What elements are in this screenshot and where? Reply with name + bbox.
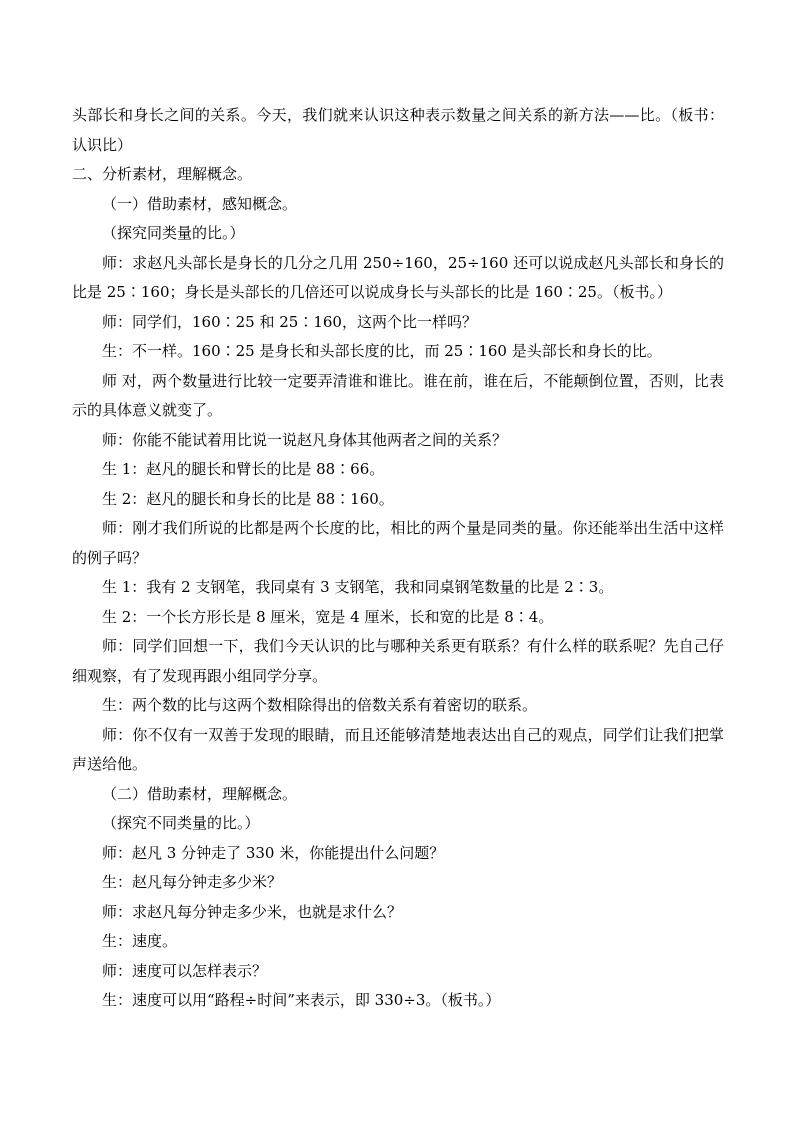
dialogue-line: 生：速度。 [102, 932, 178, 950]
dialogue-line: 师：同学们回想一下，我们今天认识的比与哪种关系更有联系？有什么样的联系呢？先自己仔细观察，有了发现再跟小组同学分享。 [72, 637, 724, 685]
dialogue-line: 生 1：赵凡的腿长和臂长的比是 88∶66。 [102, 460, 385, 478]
dialogue-line: 师：求赵凡每分钟走多少米，也就是求什么？ [102, 902, 403, 921]
dialogue-line: 师：同学们，160∶25 和 25∶160，这两个比一样吗？ [102, 312, 477, 331]
subsection-note-2: （探究不同类量的比。） [102, 814, 260, 832]
dialogue-line: 师：刚才我们所说的比都是两个长度的比，相比的两个量是同类的量。你还能举出生活中这样的例子吗？ [72, 519, 724, 567]
dialogue-line: 生：两个数的比与这两个数相除得出的倍数关系有着密切的联系。 [102, 696, 538, 714]
dialogue-line: 师：赵凡 3 分钟走了 330 米，你能提出什么问题？ [102, 843, 445, 862]
dialogue-line: 师：你不仅有一双善于发现的眼睛，而且还能够清楚地表达出自己的观点，同学们让我们把掌声送给他。 [72, 725, 724, 773]
dialogue-line: 生：速度可以用“路程÷时间”来表示，即 330÷3。（板书。） [102, 991, 501, 1009]
dialogue-line: 生：赵凡每分钟走多少米？ [102, 873, 283, 891]
paragraph-1: 头部长和身长之间的关系。今天，我们就来认识这种表示数量之间关系的新方法——比。（板书：认识比） [72, 106, 724, 154]
dialogue-line: 师：你能不能试着用比说一说赵凡身体其他两者之间的关系？ [102, 430, 508, 449]
section-heading-2: 二、分析素材，理解概念。 [72, 165, 253, 183]
subsection-heading-2: （二）借助素材，理解概念。 [102, 784, 298, 803]
dialogue-line: 师：速度可以怎样表示？ [102, 961, 268, 980]
dialogue-line: 生 2：一个长方形长是 8 厘米，宽是 4 厘米，长和宽的比是 8∶4。 [102, 607, 554, 626]
subsection-note-1: （探究同类量的比。） [102, 224, 245, 242]
subsection-heading-1: （一）借助素材，感知概念。 [102, 194, 298, 213]
dialogue-line: 生：不一样。160∶25 是身长和头部长度的比，而 25∶160 是头部长和身长的比。 [102, 342, 662, 360]
dialogue-line: 师 对，两个数量进行比较一定要弄清谁和谁比。谁在前，谁在后，不能颠倒位置，否则，比表示的具体意义就变了。 [72, 371, 724, 419]
dialogue-line: 生 1：我有 2 支钢笔，我同桌有 3 支钢笔，我和同桌钢笔数量的比是 2∶3。 [102, 578, 614, 596]
dialogue-line: 师：求赵凡头部长是身长的几分之几用 250÷160，25÷160 还可以说成赵凡头部长和身长的比是 25∶160；身长是头部长的几倍还可以说成身长与头部长的比是 160∶25。（板书。） [72, 253, 724, 301]
dialogue-line: 生 2：赵凡的腿长和身长的比是 88∶160。 [102, 489, 394, 508]
document-body [72, 101, 724, 1016]
